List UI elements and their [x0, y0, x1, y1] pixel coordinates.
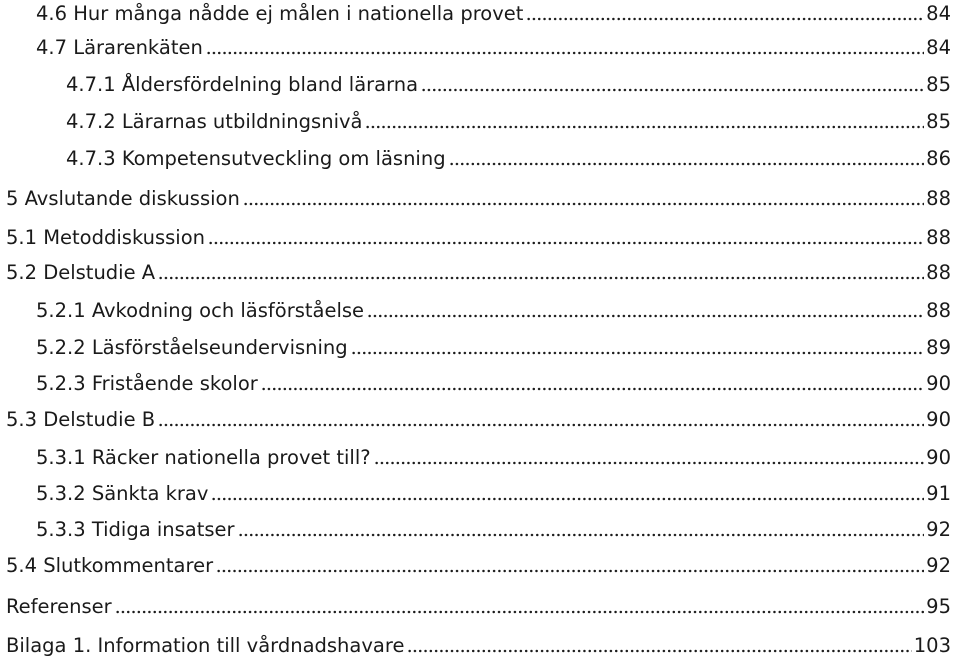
toc-entry-title: 4.6 Hur många nådde ej målen i nationella provet	[36, 2, 524, 25]
toc-entry-page: 88	[926, 261, 951, 284]
toc-entry[interactable]	[6, 403, 951, 437]
dot-leader	[238, 532, 925, 538]
toc-entry-title: 5.2.3 Fristående skolor	[36, 372, 258, 395]
toc-entry-title: 5.4 Slutkommentarer	[6, 554, 214, 577]
toc-entry-title: 5.3 Delstudie B	[6, 408, 156, 431]
dot-leader	[243, 201, 924, 207]
toc-entry-title: 4.7.2 Lärarnas utbildningsnivå	[66, 110, 363, 133]
toc-entry-title: 5.2 Delstudie A	[6, 261, 156, 284]
toc-entry-title: 5.1 Metoddiskussion	[6, 226, 206, 249]
toc-entry-page: 88	[926, 226, 951, 249]
dot-leader	[526, 16, 924, 22]
toc-entry-page: 85	[926, 110, 951, 133]
dot-leader	[449, 161, 925, 167]
toc-entry[interactable]	[36, 31, 951, 65]
toc-entry[interactable]	[36, 294, 951, 328]
dot-leader	[208, 240, 924, 246]
toc-entry-page: 88	[926, 187, 951, 210]
dot-leader	[374, 460, 925, 466]
dot-leader	[216, 568, 924, 574]
toc-entry[interactable]	[66, 105, 951, 139]
toc-entry-page: 90	[926, 446, 951, 469]
toc-entry-page: 92	[926, 518, 951, 541]
toc-entry[interactable]	[66, 142, 951, 176]
toc-entry[interactable]	[6, 256, 951, 290]
toc-entry-page: 103	[913, 634, 951, 657]
toc-entry[interactable]	[36, 477, 951, 511]
toc-entry[interactable]	[6, 590, 951, 624]
toc-entry-page: 90	[926, 372, 951, 395]
dot-leader	[421, 87, 924, 93]
toc-entry-title: 5.3.1 Räcker nationella provet till?	[36, 446, 371, 469]
toc-entry-page: 86	[926, 147, 951, 170]
toc-entry-page: 84	[926, 2, 951, 25]
toc-entry-page: 92	[926, 554, 951, 577]
dot-leader	[206, 50, 924, 56]
toc-entry[interactable]	[36, 441, 951, 475]
toc-entry-title: 4.7.3 Kompetensutveckling om läsning	[66, 147, 446, 170]
toc-entry[interactable]	[66, 68, 951, 102]
dot-leader	[115, 609, 925, 615]
dot-leader	[367, 313, 924, 319]
toc-entry-title: 5.2.2 Läsförståelseundervisning	[36, 336, 348, 359]
toc-entry-title: 5.2.1 Avkodning och läsförståelse	[36, 299, 365, 322]
dot-leader	[211, 496, 924, 502]
toc-entry-title: 4.7.1 Åldersfördelning bland lärarna	[66, 73, 419, 96]
toc-entry[interactable]	[6, 549, 951, 583]
dot-leader	[158, 275, 924, 281]
dot-leader	[261, 386, 924, 392]
toc-entry-title: Referenser	[6, 595, 112, 618]
toc-entry-title: 5.3.2 Sänkta krav	[36, 482, 209, 505]
toc-entry-page: 89	[926, 336, 951, 359]
dot-leader	[351, 350, 925, 356]
dot-leader	[158, 422, 924, 428]
toc-entry-title: Bilaga 1. Information till vårdnadshavare	[6, 634, 405, 657]
toc-entry-page: 88	[926, 299, 951, 322]
toc-entry-page: 85	[926, 73, 951, 96]
toc-entry-title: 4.7 Lärarenkäten	[36, 36, 203, 59]
dot-leader	[365, 124, 924, 130]
toc-entry[interactable]	[6, 182, 951, 216]
toc-entry-page: 91	[926, 482, 951, 505]
toc-entry[interactable]	[36, 331, 951, 365]
toc-entry[interactable]	[6, 629, 951, 663]
toc-entry[interactable]	[6, 221, 951, 255]
toc-entry-page: 90	[926, 408, 951, 431]
toc-entry[interactable]	[36, 513, 951, 547]
toc-entry-page: 84	[926, 36, 951, 59]
toc-entry-title: 5 Avslutande diskussion	[6, 187, 240, 210]
toc-entry[interactable]	[36, 367, 951, 401]
dot-leader	[407, 648, 911, 654]
toc-entry[interactable]	[36, 0, 951, 31]
toc-entry-page: 95	[926, 595, 951, 618]
toc-entry-title: 5.3.3 Tidiga insatser	[36, 518, 235, 541]
